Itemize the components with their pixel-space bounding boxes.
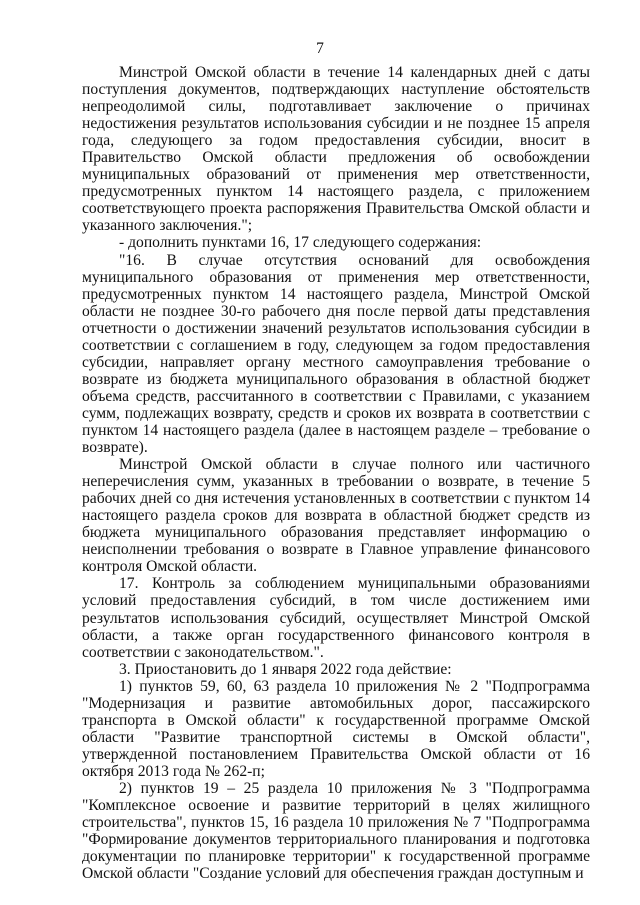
paragraph-amendment-intro: - дополнить пунктами 16, 17 следующего содержания:	[119, 234, 482, 252]
paragraph-item-17: 17. Контроль за соблюдением муниципальными образованиями условий предоставления субсидий, в том числе достижением ими результатов использования субсидий, осуществляет Минстрой Омской области, а также орган государственного финансового контроля в соответствии с законодательством.".	[82, 575, 590, 661]
paragraph-non-transfer: Минстрой Омской области в случае полного или частичного неперечисления сумм, указанных в требовании о возврате, в течение 5 рабочих дней со дня истечения установленных в соответствии с пунктом 14 настоящего раздела сроков для возврата в областной бюджет средств из бюджета муниципального образования представляет информацию о неисполнении требования о возврате в Главное управление финансового контроля Омской области.	[82, 456, 590, 576]
page-number: 7	[316, 40, 324, 57]
paragraph-suspension: 3. Приостановить до 1 января 2022 года действие:	[119, 660, 452, 678]
document-body	[82, 64, 590, 882]
paragraph-suspension-item-1: 1) пунктов 59, 60, 63 раздела 10 приложения № 2 "Подпрограмма "Модернизация и развитие автомобильных дорог, пассажирского транспорта в Омской области" к государственной программе Омской области "Развитие транспортной системы в Омской области", утвержденной постановлением Правительства Омской области от 16 октября 2013 года № 262-п;	[82, 677, 590, 780]
paragraph-conclusion-preparation: Минстрой Омской области в течение 14 календарных дней с даты поступления документов, подтверждающих наступление обстоятельств непреодолимой силы, подготавливает заключение о причинах недостижения результатов использования субсидии и не позднее 15 апреля года, следующего за годом предоставления субсидии, вносит в Правительство Омской области предложения об освобождении муниципальных образований от применения мер ответственности, предусмотренных пунктом 14 настоящего раздела, с приложением соответствующего проекта распоряжения Правительства Омской области и указанного заключения.";	[82, 64, 590, 235]
paragraph-suspension-item-2: 2) пунктов 19 – 25 раздела 10 приложения № 3 "Подпрограмма "Комплексное освоение и развитие территорий в целях жилищного строительства", пунктов 15, 16 раздела 10 приложения № 7 "Подпрограмма "Формирование документов территориального планирования и подготовка документации по планировке территории" к государственной программе Омской области "Создание условий для обеспечения граждан доступным и	[82, 779, 590, 883]
paragraph-item-16: "16. В случае отсутствия оснований для освобождения муниципального образования от применения мер ответственности, предусмотренных пунктом 14 настоящего раздела, Минстрой Омской области не позднее 30-го рабочего дня после первой даты представления отчетности о достижении значений результатов использования субсидии в соответствии с соглашением в году, следующем за годом предоставления субсидии, направляет органу местного самоуправления требование о возврате из бюджета муниципального образования в областной бюджет объема средств, рассчитанного в соответствии с Правилами, с указанием сумм, подлежащих возврату, средств и сроков их возврата в соответствии с пунктом 14 настоящего раздела (далее в настоящем разделе – требование о возврате).	[82, 251, 590, 457]
